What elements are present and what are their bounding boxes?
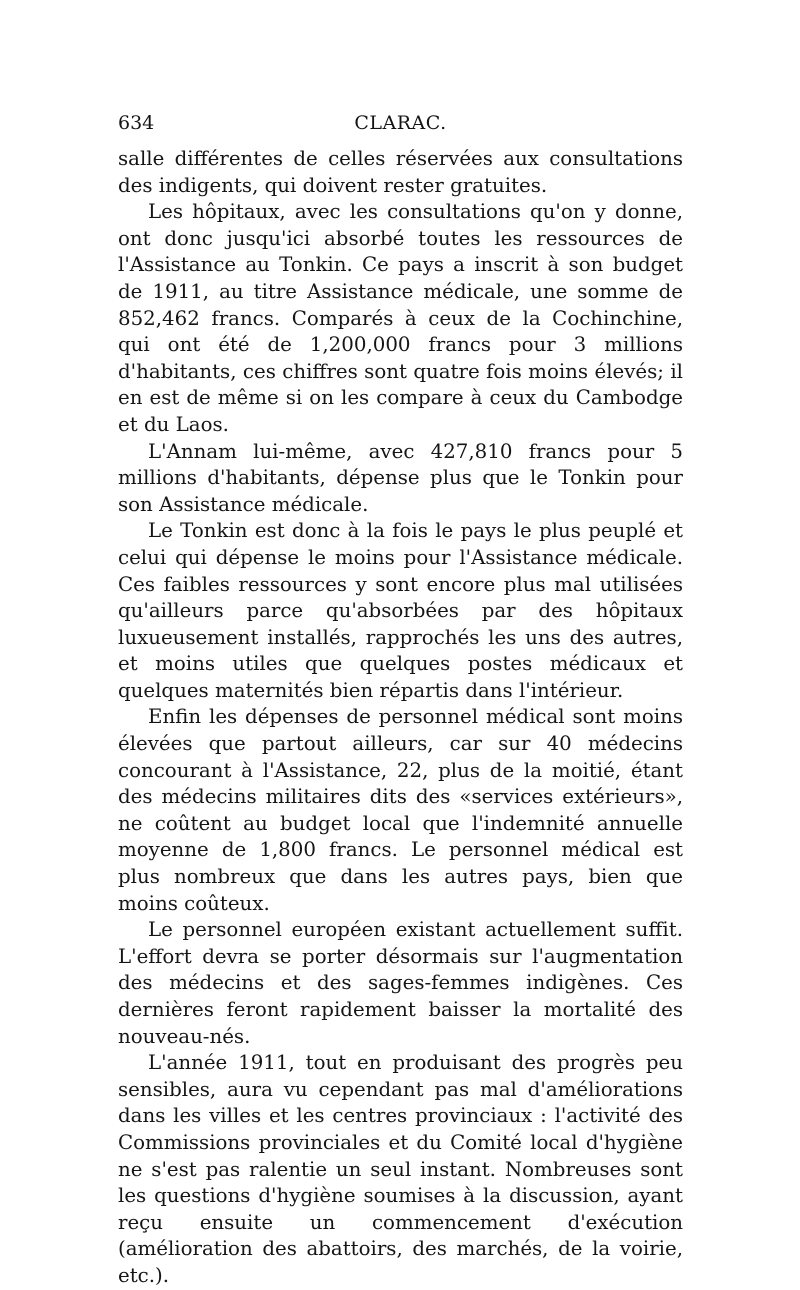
paragraph: salle différentes de celles réservées aux consultations des indigents, qui doivent rester gratuites. — [118, 147, 683, 197]
page-header — [118, 112, 683, 142]
paragraph: Enfin les dépenses de personnel médical sont moins élevées que partout ailleurs, car sur 40 médecins concourant à l'Assistance, 22, plus de la moitié, étant des médecins militaires dits des «services extérieurs», ne coûtent au budget local que l'indemnité annuelle moyenne de 1,800 francs. Le personnel médical est plus nombreux que dans les autres pays, bien que moins coûteux. — [118, 705, 683, 915]
paragraph: Le personnel européen existant actuellement suffit. L'effort devra se porter désormais sur l'augmentation des médecins et des sages-femmes indigènes. Ces dernières feront rapidement baisser la mortalité des nouveau-nés. — [118, 918, 683, 1048]
page-number: 634 — [118, 112, 155, 134]
running-head: CLARAC. — [354, 112, 447, 134]
paragraph: Les hôpitaux, avec les consultations qu'on y donne, ont donc jusqu'ici absorbé toutes les ressources de l'Assistance au Tonkin. Ce pays a inscrit à son budget de 1911, au titre Assistance médicale, une somme de 852,462 francs. Comparés à ceux de la Cochinchine, qui ont été de 1,200,000 francs pour 3 millions d'habitants, ces chiffres sont quatre fois moins élevés; il en est de même si on les compare à ceux du Cambodge et du Laos. — [118, 200, 683, 436]
body-text — [118, 146, 683, 1290]
paragraph: L'Annam lui-même, avec 427,810 francs pour 5 millions d'habitants, dépense plus que le Tonkin pour son Assistance médicale. — [118, 439, 683, 516]
paragraph: Le Tonkin est donc à la fois le pays le plus peuplé et celui qui dépense le moins pour l'Assistance médicale. Ces faibles ressources y sont encore plus mal utilisées qu'ailleurs parce qu'absorbées par des hôpitaux luxueusement installés, rapprochés les uns des autres, et moins utiles que quelques postes médicaux et quelques maternités bien répartis dans l'intérieur. — [118, 519, 683, 702]
paragraph: L'année 1911, tout en produisant des progrès peu sensibles, aura vu cependant pas mal d'améliorations dans les villes et les centres provinciaux : l'activité des Commissions provinciales et du Comité local d'hygiène ne s'est pas ralentie un seul instant. Nombreuses sont les questions d'hygiène soumises à la discussion, ayant reçu ensuite un commencement d'exécution (amélioration des abattoirs, des marchés, de la voirie, etc.). — [118, 1051, 683, 1287]
